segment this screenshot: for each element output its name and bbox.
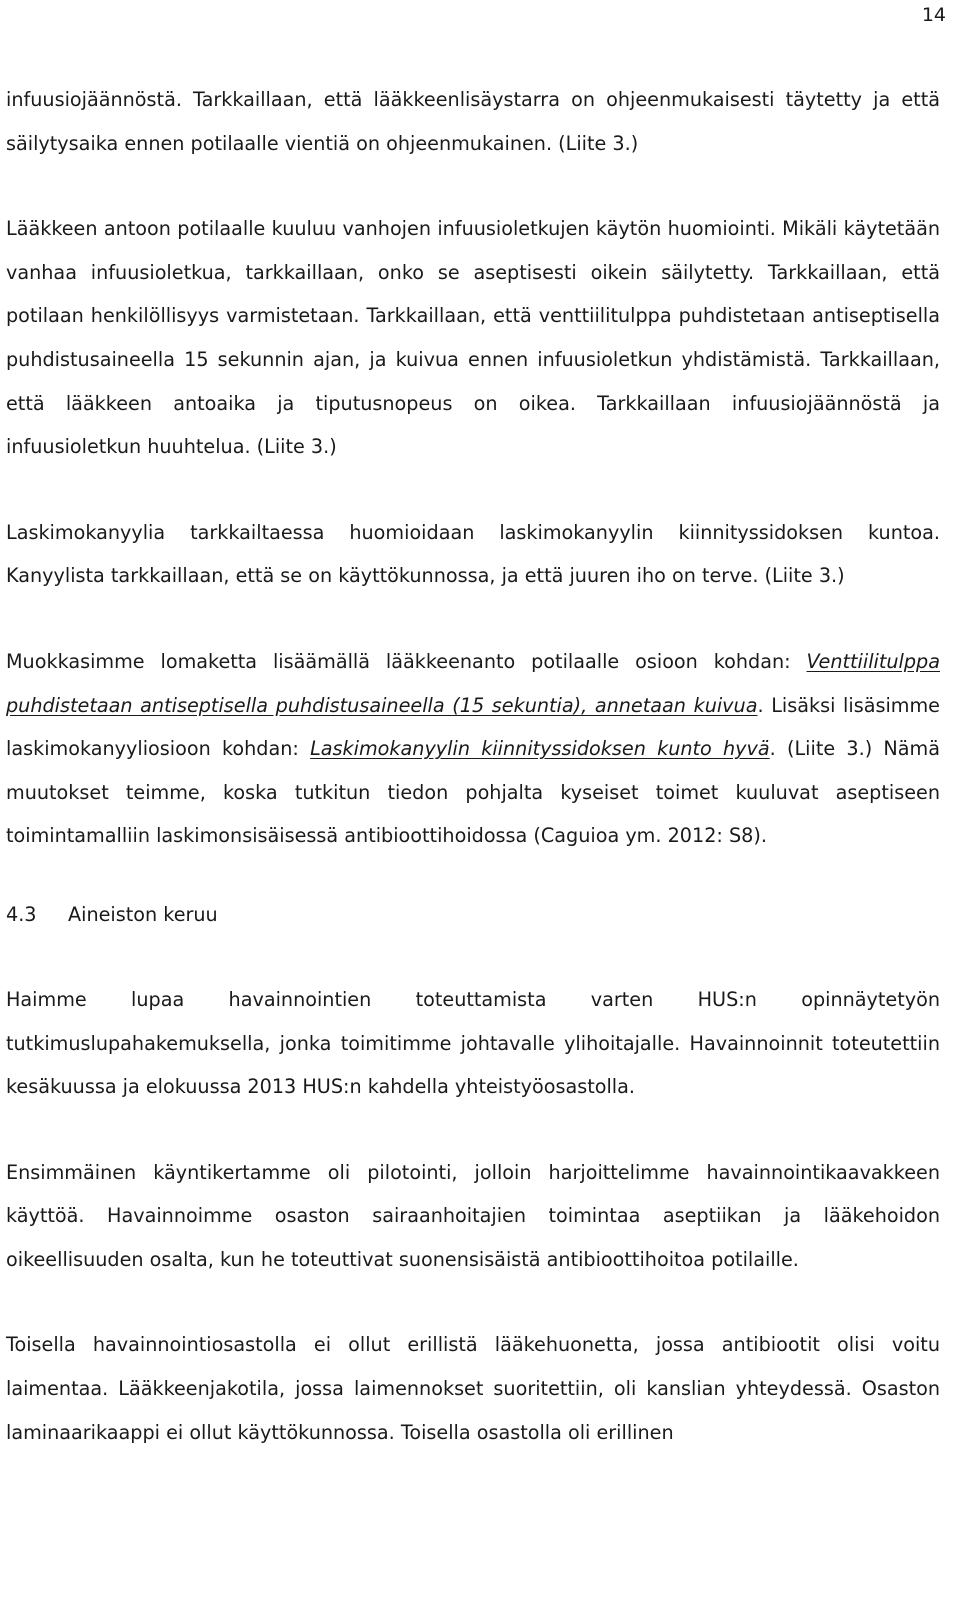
paragraph-4-text-2: . Lisäksi lisäsimme laskimokanyyliosioon kohdan: (6, 693, 940, 761)
paragraph-6: Ensimmäinen käyntikertamme oli pilotointi, jolloin harjoittelimme havainnointikaavakkeen käyttöä. Havainnoimme osaston sairaanhoitajien toimintaa aseptiikan ja lääkehoidon oikeellisuuden osalta, kun he toteuttivat suonensisäistä antibioottihoitoa potilaille. (6, 1160, 940, 1271)
paragraph-4 (6, 640, 940, 858)
document-body (6, 78, 940, 1454)
paragraph-1: infuusiojäännöstä. Tarkkaillaan, että lääkkeenlisäystarra on ohjeenmukaisesti täytetty ja että säilytysaika ennen potilaalle vientiä on ohjeenmukainen. (Liite 3.) (6, 88, 940, 155)
paragraph-4-text-3: . (Liite 3.) Nämä muutokset teimme, koska tutkitun tiedon pohjalta kyseiset toimet kuuluvat aseptiseen toimintamalliin laskimonsisäisessä antibioottihoidossa (Caguioa ym. 2012: S8). (6, 737, 940, 848)
section-title: Aineiston keruu (68, 902, 218, 926)
paragraph-4-text-1: Muokkasimme lomaketta lisäämällä lääkkeenanto potilaalle osioon kohdan: (6, 649, 807, 673)
paragraph-3: Laskimokanyylia tarkkailtaessa huomioidaan laskimokanyylin kiinnityssidoksen kuntoa. Kanyylista tarkkaillaan, että se on käyttökunnossa, ja että juuren iho on terve. (Liite 3.) (6, 520, 940, 588)
paragraph-2: Lääkkeen antoon potilaalle kuuluu vanhojen infuusioletkujen käytön huomiointi. Mikäli käytetään vanhaa infuusioletkua, tarkkaillaan, onko se aseptisesti oikein säilytetty. Tarkkaillaan, että potilaan henkilöllisyys varmistetaan. Tarkkaillaan, että venttiilitulppa puhdistetaan antiseptisella puhdistusaineella 15 sekunnin ajan, ja kuivua ennen infuusioletkun yhdistämistä. Tarkkaillaan, että lääkkeen antoaika ja tiputusnopeus on oikea. Tarkkaillaan infuusiojäännöstä ja infuusioletkun huuhtelua. (Liite 3.) (6, 217, 940, 459)
paragraph-7: Toisella havainnointiosastolla ei ollut erillistä lääkehuonetta, jossa antibiootit olisi voitu laimentaa. Lääkkeenjakotila, jossa laimennokset suoritettiin, oli kanslian yhteydessä. Osaston laminaarikaappi ei ollut käyttökunnossa. Toisella osastolla oli erillinen (6, 1333, 940, 1444)
paragraph-4-italic-2: Laskimokanyylin kiinnityssidoksen kunto hyvä (310, 737, 770, 761)
paragraph-5: Haimme lupaa havainnointien toteuttamista varten HUS:n opinnäytetyön tutkimuslupahakemuksella, jonka toimitimme johtavalle ylihoitajalle. Havainnoinnit toteutettiin kesäkuussa ja elokuussa 2013 HUS:n kahdella yhteistyöosastolla. (6, 987, 940, 1099)
section-number: 4.3 (6, 902, 37, 926)
section-heading (6, 900, 940, 930)
paragraph-4-italic-1: Venttiilitulppa puhdistetaan antiseptisella puhdistusaineella (15 sekuntia), annetaan kuivua (6, 649, 940, 717)
page-number: 14 (921, 4, 946, 26)
